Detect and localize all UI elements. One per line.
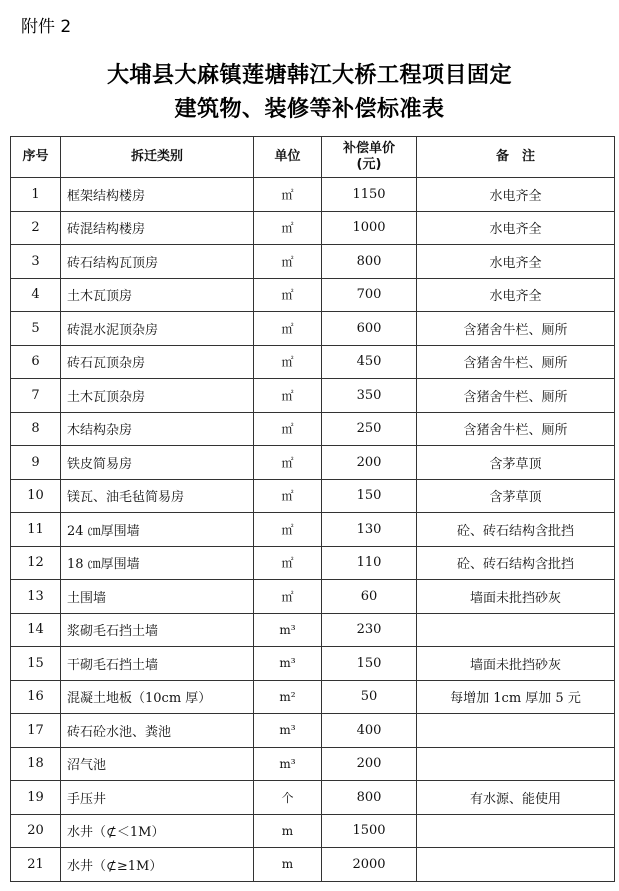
header-price-line-2: (元) xyxy=(356,157,382,172)
cell-price: 200 xyxy=(322,446,417,480)
cell-seq: 18 xyxy=(11,747,61,781)
table-row xyxy=(11,379,615,413)
compensation-table xyxy=(10,136,615,882)
cell-price: 130 xyxy=(322,513,417,547)
cell-category: 沼气池 xyxy=(61,747,254,781)
cell-seq: 8 xyxy=(11,412,61,446)
table-row xyxy=(11,580,615,614)
cell-seq: 11 xyxy=(11,513,61,547)
table-row xyxy=(11,245,615,279)
cell-seq: 16 xyxy=(11,680,61,714)
cell-unit: m³ xyxy=(254,747,322,781)
cell-remark: 水电齐全 xyxy=(417,245,615,279)
table-row xyxy=(11,312,615,346)
cell-category: 砖石结构瓦顶房 xyxy=(61,245,254,279)
cell-price: 700 xyxy=(322,278,417,312)
document-title-line-1: 大埔县大麻镇莲塘韩江大桥工程项目固定 xyxy=(106,63,512,88)
cell-price: 800 xyxy=(322,781,417,815)
cell-remark: 水电齐全 xyxy=(417,211,615,245)
cell-seq: 17 xyxy=(11,714,61,748)
cell-price: 1500 xyxy=(322,814,417,848)
cell-unit: ㎡ xyxy=(254,178,322,212)
cell-remark xyxy=(417,848,615,882)
table-row xyxy=(11,747,615,781)
table-row xyxy=(11,546,615,580)
cell-unit: m³ xyxy=(254,714,322,748)
cell-price: 230 xyxy=(322,613,417,647)
cell-category: 干砌毛石挡土墙 xyxy=(61,647,254,681)
cell-category: 砖石瓦顶杂房 xyxy=(61,345,254,379)
cell-unit: m xyxy=(254,848,322,882)
table-row xyxy=(11,412,615,446)
cell-category: 混凝土地板（10cm 厚） xyxy=(61,680,254,714)
header-unit: 单位 xyxy=(254,137,322,178)
cell-category: 浆砌毛石挡土墙 xyxy=(61,613,254,647)
table-row xyxy=(11,513,615,547)
document-title-line-2: 建筑物、装修等补偿标准表 xyxy=(174,97,445,122)
header-price-line-1: 补偿单价 xyxy=(342,141,395,156)
cell-seq: 1 xyxy=(11,178,61,212)
table-row xyxy=(11,178,615,212)
table-row xyxy=(11,345,615,379)
cell-unit: m xyxy=(254,814,322,848)
table-row xyxy=(11,278,615,312)
table-row xyxy=(11,848,615,882)
cell-price: 800 xyxy=(322,245,417,279)
cell-seq: 20 xyxy=(11,814,61,848)
cell-unit: ㎡ xyxy=(254,278,322,312)
cell-remark: 含猪舍牛栏、厕所 xyxy=(417,312,615,346)
cell-remark: 含茅草顶 xyxy=(417,479,615,513)
table-row xyxy=(11,714,615,748)
cell-price: 400 xyxy=(322,714,417,748)
table-body xyxy=(11,178,615,882)
cell-price: 1150 xyxy=(322,178,417,212)
cell-price: 200 xyxy=(322,747,417,781)
cell-remark: 墙面未批挡砂灰 xyxy=(417,580,615,614)
cell-unit: ㎡ xyxy=(254,345,322,379)
cell-category: 土木瓦顶房 xyxy=(61,278,254,312)
cell-price: 150 xyxy=(322,479,417,513)
cell-category: 水井（⊄＜1M） xyxy=(61,814,254,848)
cell-seq: 13 xyxy=(11,580,61,614)
cell-category: 镁瓦、油毛毡简易房 xyxy=(61,479,254,513)
cell-category: 水井（⊄≥1M） xyxy=(61,848,254,882)
cell-seq: 9 xyxy=(11,446,61,480)
cell-remark: 有水源、能使用 xyxy=(417,781,615,815)
cell-unit: ㎡ xyxy=(254,446,322,480)
cell-remark xyxy=(417,747,615,781)
cell-price: 50 xyxy=(322,680,417,714)
cell-price: 60 xyxy=(322,580,417,614)
cell-remark: 墙面未批挡砂灰 xyxy=(417,647,615,681)
cell-price: 1000 xyxy=(322,211,417,245)
header-price xyxy=(322,137,417,178)
table-row xyxy=(11,446,615,480)
cell-remark: 每增加 1cm 厚加 5 元 xyxy=(417,680,615,714)
cell-category: 木结构杂房 xyxy=(61,412,254,446)
cell-seq: 5 xyxy=(11,312,61,346)
cell-price: 600 xyxy=(322,312,417,346)
cell-price: 250 xyxy=(322,412,417,446)
cell-category: 24 ㎝厚围墙 xyxy=(61,513,254,547)
table-row xyxy=(11,647,615,681)
header-remark: 备 注 xyxy=(417,137,615,178)
cell-unit: ㎡ xyxy=(254,513,322,547)
cell-remark xyxy=(417,714,615,748)
table-row xyxy=(11,814,615,848)
cell-unit: ㎡ xyxy=(254,211,322,245)
cell-seq: 3 xyxy=(11,245,61,279)
cell-unit: ㎡ xyxy=(254,412,322,446)
cell-seq: 7 xyxy=(11,379,61,413)
cell-price: 2000 xyxy=(322,848,417,882)
header-category: 拆迁类别 xyxy=(61,137,254,178)
cell-category: 砖石砼水池、粪池 xyxy=(61,714,254,748)
cell-remark xyxy=(417,814,615,848)
cell-seq: 21 xyxy=(11,848,61,882)
cell-remark: 含猪舍牛栏、厕所 xyxy=(417,345,615,379)
cell-category: 砖混水泥顶杂房 xyxy=(61,312,254,346)
cell-unit: 个 xyxy=(254,781,322,815)
cell-unit: m³ xyxy=(254,647,322,681)
cell-seq: 12 xyxy=(11,546,61,580)
cell-seq: 4 xyxy=(11,278,61,312)
cell-unit: m³ xyxy=(254,613,322,647)
cell-remark: 砼、砖石结构含批挡 xyxy=(417,513,615,547)
cell-remark: 含茅草顶 xyxy=(417,446,615,480)
cell-remark: 含猪舍牛栏、厕所 xyxy=(417,412,615,446)
cell-category: 铁皮简易房 xyxy=(61,446,254,480)
table-header-row xyxy=(11,137,615,178)
table-row xyxy=(11,781,615,815)
cell-remark: 含猪舍牛栏、厕所 xyxy=(417,379,615,413)
cell-category: 框架结构楼房 xyxy=(61,178,254,212)
cell-price: 450 xyxy=(322,345,417,379)
cell-category: 手压井 xyxy=(61,781,254,815)
table-row xyxy=(11,680,615,714)
header-seq: 序号 xyxy=(11,137,61,178)
cell-category: 土木瓦顶杂房 xyxy=(61,379,254,413)
cell-seq: 15 xyxy=(11,647,61,681)
table-row xyxy=(11,613,615,647)
attachment-label: 附件 2 xyxy=(21,17,72,37)
cell-unit: ㎡ xyxy=(254,546,322,580)
cell-category: 土围墙 xyxy=(61,580,254,614)
cell-seq: 2 xyxy=(11,211,61,245)
cell-unit: ㎡ xyxy=(254,580,322,614)
cell-remark: 水电齐全 xyxy=(417,178,615,212)
cell-unit: ㎡ xyxy=(254,312,322,346)
cell-remark xyxy=(417,613,615,647)
cell-seq: 6 xyxy=(11,345,61,379)
cell-price: 110 xyxy=(322,546,417,580)
table-row xyxy=(11,211,615,245)
cell-unit: ㎡ xyxy=(254,379,322,413)
cell-seq: 10 xyxy=(11,479,61,513)
cell-unit: m² xyxy=(254,680,322,714)
table-row xyxy=(11,479,615,513)
cell-remark: 砼、砖石结构含批挡 xyxy=(417,546,615,580)
cell-unit: ㎡ xyxy=(254,479,322,513)
cell-category: 18 ㎝厚围墙 xyxy=(61,546,254,580)
cell-unit: ㎡ xyxy=(254,245,322,279)
cell-remark: 水电齐全 xyxy=(417,278,615,312)
cell-seq: 14 xyxy=(11,613,61,647)
cell-category: 砖混结构楼房 xyxy=(61,211,254,245)
cell-price: 350 xyxy=(322,379,417,413)
cell-seq: 19 xyxy=(11,781,61,815)
cell-price: 150 xyxy=(322,647,417,681)
